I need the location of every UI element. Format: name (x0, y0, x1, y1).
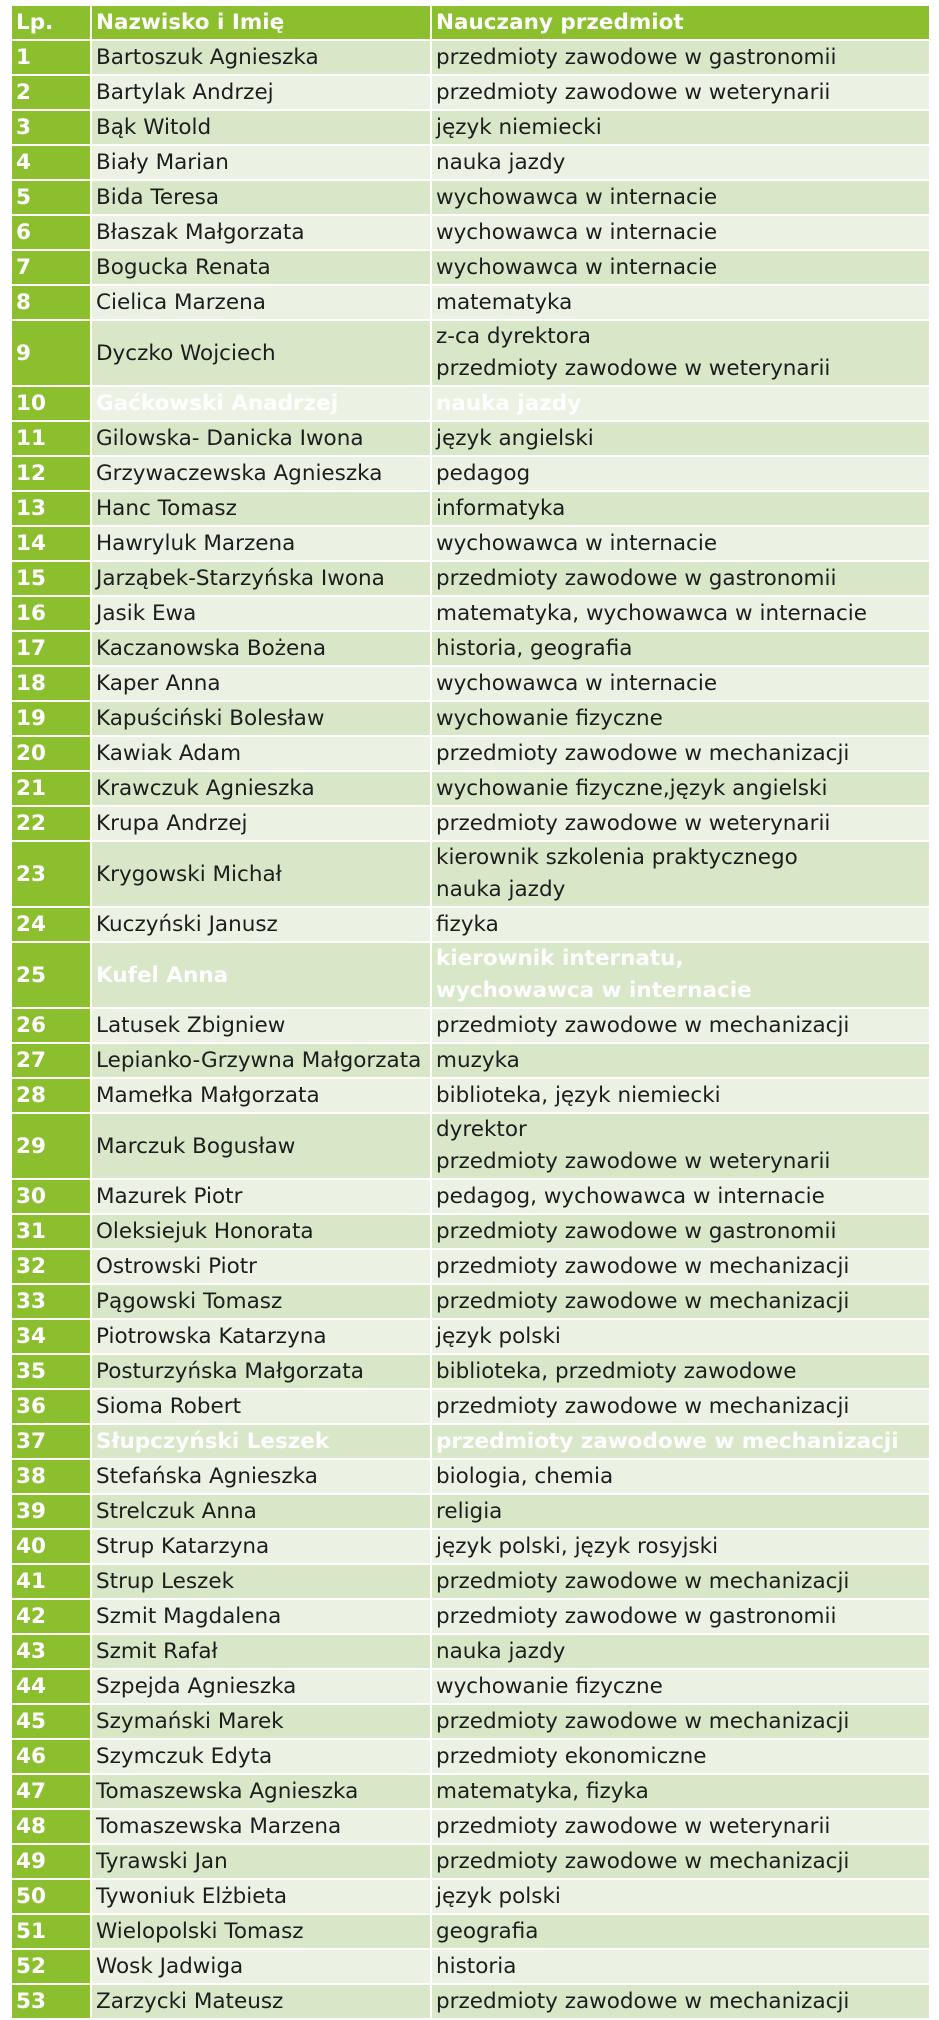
teacher-subject (432, 842, 931, 908)
teacher-subject (432, 286, 931, 321)
teacher-name: Wielopolski Tomasz (92, 1915, 432, 1950)
row-number: 50 (12, 1880, 92, 1915)
subject-line: język niemiecki (436, 114, 602, 140)
subject-line: biologia, chemia (436, 1463, 614, 1489)
row-number: 9 (12, 321, 92, 387)
header-name: Nazwisko i Imię (92, 6, 432, 41)
subject-line: kierownik internatu, (436, 946, 684, 971)
teacher-name: Krygowski Michał (92, 842, 432, 908)
table-row (12, 1845, 931, 1880)
teacher-subject (432, 807, 931, 842)
row-number: 31 (12, 1215, 92, 1250)
subject-line: matematyka (436, 289, 573, 315)
subject-line: matematyka, fizyka (436, 1778, 649, 1804)
subject-line: nauka jazdy (436, 390, 582, 416)
subject-line: przedmioty zawodowe w mechanizacji (436, 1253, 850, 1279)
teacher-name: Hawryluk Marzena (92, 527, 432, 562)
row-number: 25 (12, 943, 92, 1009)
subject-line: przedmioty zawodowe w weterynarii (436, 810, 831, 836)
subject-line: wychowanie fizyczne (436, 705, 663, 731)
subject-line: nauka jazdy (436, 1638, 566, 1664)
teacher-name: Dyczko Wojciech (92, 321, 432, 387)
teacher-name: Wosk Jadwiga (92, 1950, 432, 1985)
teacher-subject (432, 111, 931, 146)
teacher-name: Kawiak Adam (92, 737, 432, 772)
table-row (12, 1810, 931, 1845)
teacher-name: Posturzyńska Małgorzata (92, 1355, 432, 1390)
row-number: 34 (12, 1320, 92, 1355)
teacher-name: Krupa Andrzej (92, 807, 432, 842)
teacher-subject (432, 1250, 931, 1285)
table-row (12, 842, 931, 908)
subject-line: język polski (436, 1323, 561, 1349)
subject-line: przedmioty zawodowe w weterynarii (436, 1813, 831, 1839)
row-number: 41 (12, 1565, 92, 1600)
table-row (12, 1985, 931, 2020)
teacher-name: Zarzycki Mateusz (92, 1985, 432, 2020)
row-number: 21 (12, 772, 92, 807)
subject-line: z-ca dyrektora (436, 324, 591, 349)
subject-line: przedmioty zawodowe w weterynarii (436, 79, 831, 105)
subject-line: przedmioty zawodowe w mechanizacji (436, 1288, 850, 1314)
row-number: 13 (12, 492, 92, 527)
teacher-subject (432, 1285, 931, 1320)
row-number: 51 (12, 1915, 92, 1950)
table-row (12, 1635, 931, 1670)
teacher-name: Marczuk Bogusław (92, 1114, 432, 1180)
row-number: 45 (12, 1705, 92, 1740)
teacher-subject (432, 76, 931, 111)
row-number: 22 (12, 807, 92, 842)
subject-line: pedagog, wychowawca w internacie (436, 1183, 825, 1209)
teacher-subject (432, 772, 931, 807)
row-number: 52 (12, 1950, 92, 1985)
subject-line: historia, geografia (436, 635, 633, 661)
subject-line: przedmioty ekonomiczne (436, 1743, 707, 1769)
teacher-subject (432, 737, 931, 772)
teacher-subject (432, 702, 931, 737)
subject-line: przedmioty zawodowe w weterynarii (436, 356, 831, 381)
table-row (12, 1670, 931, 1705)
teacher-subject (432, 1044, 931, 1079)
row-number: 16 (12, 597, 92, 632)
subject-line: przedmioty zawodowe w mechanizacji (436, 1012, 850, 1038)
subject-line: przedmioty zawodowe w weterynarii (436, 1149, 831, 1174)
teacher-subject (432, 1985, 931, 2020)
subject-line: przedmioty zawodowe w gastronomii (436, 44, 837, 70)
teacher-name: Jarząbek-Starzyńska Iwona (92, 562, 432, 597)
teacher-subject (432, 181, 931, 216)
row-number: 12 (12, 457, 92, 492)
table-row (12, 1320, 931, 1355)
teacher-name: Cielica Marzena (92, 286, 432, 321)
teacher-subject (432, 597, 931, 632)
subject-line: biblioteka, przedmioty zawodowe (436, 1358, 797, 1384)
row-number: 37 (12, 1425, 92, 1460)
row-number: 38 (12, 1460, 92, 1495)
row-number: 5 (12, 181, 92, 216)
teacher-name: Gilowska- Danicka Iwona (92, 422, 432, 457)
teacher-name: Strup Katarzyna (92, 1530, 432, 1565)
row-number: 10 (12, 387, 92, 422)
teacher-subject (432, 562, 931, 597)
row-number: 39 (12, 1495, 92, 1530)
table-row (12, 1880, 931, 1915)
teacher-subject (432, 1320, 931, 1355)
table-row (12, 181, 931, 216)
table-row (12, 1950, 931, 1985)
subject-line: informatyka (436, 495, 566, 521)
subject-line: przedmioty zawodowe w gastronomii (436, 1218, 837, 1244)
teacher-subject (432, 1114, 931, 1180)
row-number: 53 (12, 1985, 92, 2020)
row-number: 28 (12, 1079, 92, 1114)
row-number: 20 (12, 737, 92, 772)
subject-line: język polski (436, 1883, 561, 1909)
teacher-subject (432, 1079, 931, 1114)
subject-line: przedmioty zawodowe w mechanizacji (436, 1393, 850, 1419)
table-row (12, 562, 931, 597)
table-row (12, 251, 931, 286)
subject-line: przedmioty zawodowe w mechanizacji (436, 1848, 850, 1874)
row-number: 23 (12, 842, 92, 908)
teacher-name: Błaszak Małgorzata (92, 216, 432, 251)
teacher-name: Szmit Magdalena (92, 1600, 432, 1635)
teacher-subject (432, 387, 931, 422)
teacher-name: Grzywaczewska Agnieszka (92, 457, 432, 492)
table-row (12, 702, 931, 737)
header-lp: Lp. (12, 6, 92, 41)
teacher-name: Hanc Tomasz (92, 492, 432, 527)
row-number: 29 (12, 1114, 92, 1180)
table-row (12, 286, 931, 321)
teacher-name: Kaper Anna (92, 667, 432, 702)
row-number: 46 (12, 1740, 92, 1775)
table-row (12, 737, 931, 772)
table-row (12, 41, 931, 76)
row-number: 24 (12, 908, 92, 943)
teacher-subject (432, 216, 931, 251)
table-row (12, 1180, 931, 1215)
teacher-name: Kapuściński Bolesław (92, 702, 432, 737)
subject-line: wychowawca w internacie (436, 254, 718, 280)
teacher-subject (432, 1460, 931, 1495)
teacher-subject (432, 667, 931, 702)
teacher-subject (432, 422, 931, 457)
teacher-name: Kufel Anna (92, 943, 432, 1009)
teacher-subject (432, 1425, 931, 1460)
header-subject: Nauczany przedmiot (432, 6, 931, 41)
teacher-subject (432, 1565, 931, 1600)
row-number: 11 (12, 422, 92, 457)
teacher-name: Strelczuk Anna (92, 1495, 432, 1530)
table-row (12, 492, 931, 527)
table-row (12, 1425, 931, 1460)
subject-line: przedmioty zawodowe w gastronomii (436, 1603, 837, 1629)
teacher-subject (432, 1810, 931, 1845)
subject-line: wychowawca w internacie (436, 184, 718, 210)
row-number: 14 (12, 527, 92, 562)
teacher-name: Bogucka Renata (92, 251, 432, 286)
teacher-name: Bartylak Andrzej (92, 76, 432, 111)
table-row (12, 1250, 931, 1285)
subject-line: przedmioty zawodowe w mechanizacji (436, 740, 850, 766)
teacher-name: Szymański Marek (92, 1705, 432, 1740)
subject-line: przedmioty zawodowe w mechanizacji (436, 1428, 899, 1454)
teacher-subject (432, 1670, 931, 1705)
subject-line: nauka jazdy (436, 149, 566, 175)
table-row (12, 1390, 931, 1425)
table-row (12, 632, 931, 667)
row-number: 43 (12, 1635, 92, 1670)
row-number: 15 (12, 562, 92, 597)
row-number: 7 (12, 251, 92, 286)
subject-line: biblioteka, język niemiecki (436, 1082, 721, 1108)
table-row (12, 943, 931, 1009)
subject-line: wychowanie fizyczne,język angielski (436, 775, 828, 801)
teacher-subject (432, 1215, 931, 1250)
table-row (12, 1530, 931, 1565)
row-number: 19 (12, 702, 92, 737)
subject-line: pedagog (436, 460, 531, 486)
teacher-subject (432, 1880, 931, 1915)
teacher-subject (432, 1390, 931, 1425)
teacher-name: Kaczanowska Bożena (92, 632, 432, 667)
teacher-table (12, 6, 931, 2020)
subject-line: geografia (436, 1918, 539, 1944)
table-row (12, 667, 931, 702)
table-row (12, 1740, 931, 1775)
teacher-name: Biały Marian (92, 146, 432, 181)
teacher-name: Gaćkowski Anadrzej (92, 387, 432, 422)
row-number: 17 (12, 632, 92, 667)
teacher-name: Tomaszewska Agnieszka (92, 1775, 432, 1810)
teacher-subject (432, 41, 931, 76)
teacher-name: Bida Teresa (92, 181, 432, 216)
teacher-subject (432, 1355, 931, 1390)
table-body (12, 41, 931, 2020)
row-number: 44 (12, 1670, 92, 1705)
teacher-name: Latusek Zbigniew (92, 1009, 432, 1044)
row-number: 48 (12, 1810, 92, 1845)
subject-line: przedmioty zawodowe w mechanizacji (436, 1568, 850, 1594)
row-number: 27 (12, 1044, 92, 1079)
teacher-name: Szmit Rafał (92, 1635, 432, 1670)
teacher-subject (432, 1705, 931, 1740)
table-row (12, 111, 931, 146)
table-row (12, 457, 931, 492)
subject-line: przedmioty zawodowe w mechanizacji (436, 1988, 850, 2014)
teacher-name: Ostrowski Piotr (92, 1250, 432, 1285)
table-row (12, 1565, 931, 1600)
row-number: 42 (12, 1600, 92, 1635)
table-row (12, 216, 931, 251)
row-number: 40 (12, 1530, 92, 1565)
table-row (12, 597, 931, 632)
table-row (12, 387, 931, 422)
teacher-name: Piotrowska Katarzyna (92, 1320, 432, 1355)
teacher-subject (432, 251, 931, 286)
row-number: 8 (12, 286, 92, 321)
subject-line: kierownik szkolenia praktycznego (436, 845, 798, 870)
subject-line: wychowawca w internacie (436, 219, 718, 245)
subject-line: język angielski (436, 425, 594, 451)
table-row (12, 1044, 931, 1079)
row-number: 30 (12, 1180, 92, 1215)
table-row (12, 908, 931, 943)
teacher-name: Stefańska Agnieszka (92, 1460, 432, 1495)
table-row (12, 422, 931, 457)
table-header-row (12, 6, 931, 41)
subject-line: wychowawca w internacie (436, 670, 718, 696)
table-row (12, 1215, 931, 1250)
teacher-subject (432, 146, 931, 181)
teacher-subject (432, 1009, 931, 1044)
teacher-subject (432, 492, 931, 527)
teacher-subject (432, 321, 931, 387)
table-row (12, 321, 931, 387)
row-number: 33 (12, 1285, 92, 1320)
teacher-subject (432, 1530, 931, 1565)
table-row (12, 1285, 931, 1320)
teacher-name: Kuczyński Janusz (92, 908, 432, 943)
teacher-subject (432, 457, 931, 492)
row-number: 3 (12, 111, 92, 146)
teacher-name: Strup Leszek (92, 1565, 432, 1600)
teacher-subject (432, 1635, 931, 1670)
row-number: 47 (12, 1775, 92, 1810)
teacher-subject (432, 1495, 931, 1530)
subject-line: nauka jazdy (436, 877, 566, 902)
table-row (12, 1775, 931, 1810)
row-number: 36 (12, 1390, 92, 1425)
row-number: 26 (12, 1009, 92, 1044)
teacher-name: Bartoszuk Agnieszka (92, 41, 432, 76)
table-row (12, 1705, 931, 1740)
row-number: 6 (12, 216, 92, 251)
teacher-name: Tywoniuk Elżbieta (92, 1880, 432, 1915)
table-row (12, 1009, 931, 1044)
teacher-name: Lepianko-Grzywna Małgorzata (92, 1044, 432, 1079)
subject-line: język polski, język rosyjski (436, 1533, 719, 1559)
teacher-subject (432, 943, 931, 1009)
teacher-name: Szymczuk Edyta (92, 1740, 432, 1775)
subject-line: wychowawca w internacie (436, 978, 752, 1003)
teacher-name: Tyrawski Jan (92, 1845, 432, 1880)
table-row (12, 1495, 931, 1530)
subject-line: wychowawca w internacie (436, 530, 718, 556)
teacher-subject (432, 1740, 931, 1775)
teacher-subject (432, 527, 931, 562)
teacher-subject (432, 1845, 931, 1880)
teacher-name: Mazurek Piotr (92, 1180, 432, 1215)
row-number: 49 (12, 1845, 92, 1880)
subject-line: dyrektor (436, 1117, 527, 1142)
table-row (12, 1915, 931, 1950)
subject-line: przedmioty zawodowe w gastronomii (436, 565, 837, 591)
table-row (12, 772, 931, 807)
teacher-subject (432, 1775, 931, 1810)
teacher-subject (432, 1950, 931, 1985)
table-row (12, 1079, 931, 1114)
row-number: 2 (12, 76, 92, 111)
teacher-subject (432, 1180, 931, 1215)
subject-line: historia (436, 1953, 517, 1979)
teacher-name: Krawczuk Agnieszka (92, 772, 432, 807)
teacher-subject (432, 632, 931, 667)
teacher-name: Pągowski Tomasz (92, 1285, 432, 1320)
teacher-name: Tomaszewska Marzena (92, 1810, 432, 1845)
row-number: 35 (12, 1355, 92, 1390)
table-row (12, 1114, 931, 1180)
subject-line: muzyka (436, 1047, 520, 1073)
table-row (12, 1460, 931, 1495)
table-row (12, 1600, 931, 1635)
teacher-name: Bąk Witold (92, 111, 432, 146)
subject-line: religia (436, 1498, 503, 1524)
subject-line: wychowanie fizyczne (436, 1673, 663, 1699)
table-row (12, 146, 931, 181)
table-row (12, 76, 931, 111)
subject-line: przedmioty zawodowe w mechanizacji (436, 1708, 850, 1734)
row-number: 1 (12, 41, 92, 76)
teacher-name: Szpejda Agnieszka (92, 1670, 432, 1705)
teacher-name: Jasik Ewa (92, 597, 432, 632)
teacher-subject (432, 908, 931, 943)
teacher-name: Oleksiejuk Honorata (92, 1215, 432, 1250)
table-row (12, 1355, 931, 1390)
subject-line: fizyka (436, 911, 499, 937)
subject-line: matematyka, wychowawca w internacie (436, 600, 868, 626)
teacher-subject (432, 1600, 931, 1635)
teacher-name: Sioma Robert (92, 1390, 432, 1425)
row-number: 32 (12, 1250, 92, 1285)
row-number: 18 (12, 667, 92, 702)
teacher-subject (432, 1915, 931, 1950)
teacher-name: Mamełka Małgorzata (92, 1079, 432, 1114)
table-row (12, 807, 931, 842)
teacher-name: Słupczyński Leszek (92, 1425, 432, 1460)
row-number: 4 (12, 146, 92, 181)
table-row (12, 527, 931, 562)
